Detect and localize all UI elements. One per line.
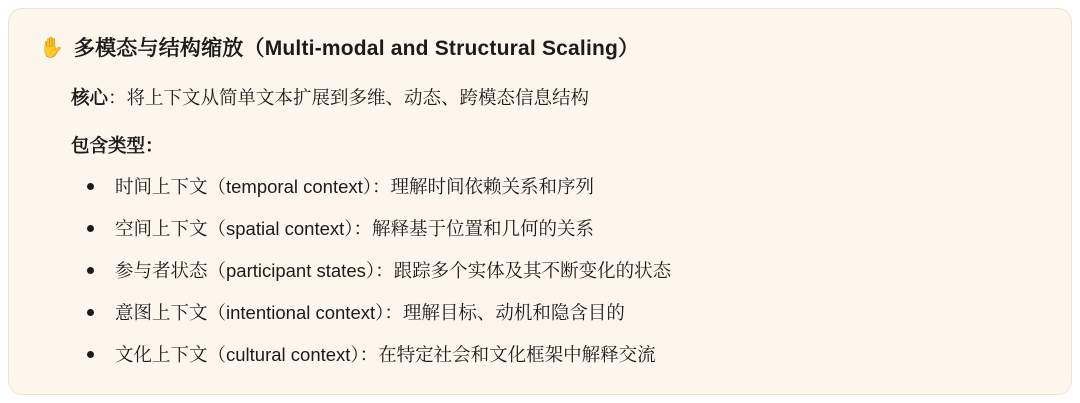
- bullet-dot-icon: [87, 351, 94, 358]
- bullet-list: [39, 173, 1041, 368]
- section-heading: 包含类型：: [71, 135, 164, 156]
- list-item: [81, 299, 1041, 326]
- list-item-text: 参与者状态（participant states）：跟踪多个实体及其不断变化的状态: [115, 260, 672, 281]
- core-paragraph: [39, 84, 1041, 111]
- core-label: 核心: [71, 87, 109, 108]
- content-card: [8, 8, 1072, 395]
- bullet-dot-icon: [87, 183, 94, 190]
- list-item: [81, 257, 1041, 284]
- core-text: ：将上下文从简单文本扩展到多维、动态、跨模态信息结构: [108, 87, 590, 108]
- list-item: [81, 173, 1041, 200]
- bullet-dot-icon: [87, 225, 94, 232]
- card-title-row: [39, 35, 1041, 63]
- page-title: 多模态与结构缩放（Multi-modal and Structural Scaling）: [73, 37, 640, 60]
- list-item-text: 空间上下文（spatial context）：解释基于位置和几何的关系: [115, 218, 595, 239]
- list-item-text: 时间上下文（temporal context）：理解时间依赖关系和序列: [115, 176, 595, 197]
- list-item-text: 文化上下文（cultural context）：在特定社会和文化框架中解释交流: [115, 344, 656, 365]
- list-item: [81, 341, 1041, 368]
- list-item: [81, 215, 1041, 242]
- list-item-text: 意图上下文（intentional context）：理解目标、动机和隐含目的: [115, 302, 625, 323]
- bullet-dot-icon: [87, 309, 94, 316]
- bullet-dot-icon: [87, 267, 94, 274]
- raised-hand-icon: ✋: [39, 37, 64, 59]
